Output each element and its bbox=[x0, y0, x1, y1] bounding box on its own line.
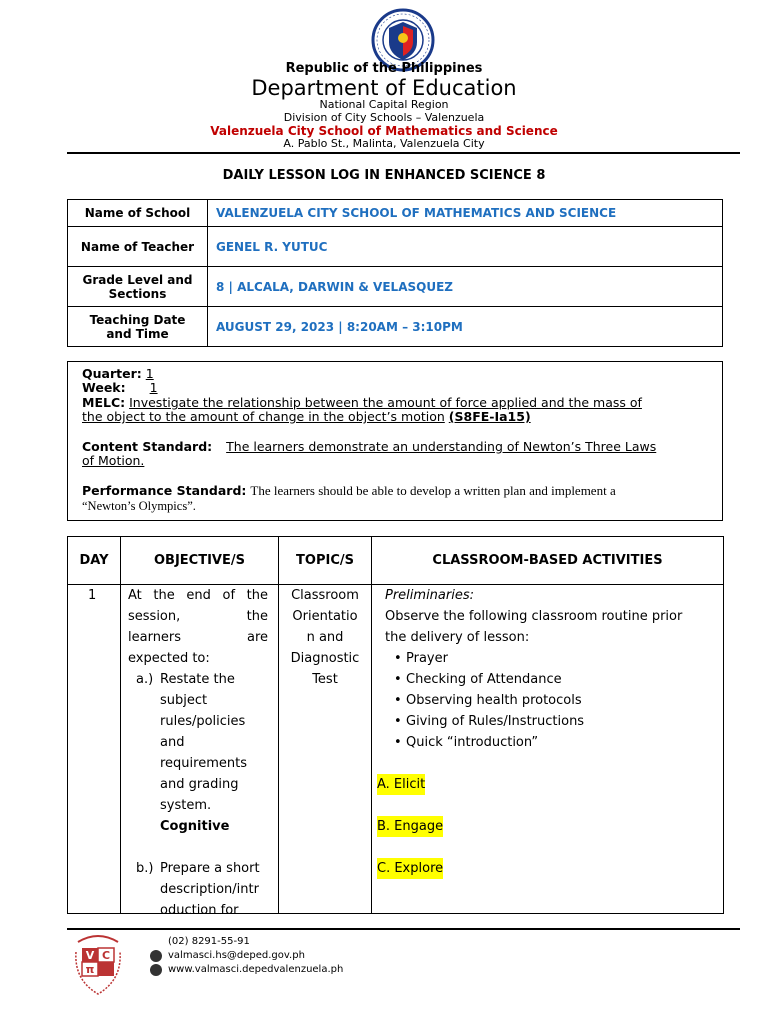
objective-cell bbox=[121, 585, 279, 918]
objective-intro-1: At the end of the bbox=[128, 588, 268, 603]
info-label-grade: Grade Level and Sections bbox=[68, 267, 208, 307]
topic-content bbox=[279, 585, 371, 913]
info-table bbox=[67, 199, 723, 347]
lesson-table bbox=[67, 536, 724, 918]
bullet-marker: • bbox=[394, 672, 402, 687]
performance-standard-line-1 bbox=[82, 484, 616, 498]
objective-b-line-3: oduction for bbox=[160, 903, 239, 918]
footer-email: valmasci.hs@deped.gov.ph bbox=[168, 950, 305, 961]
day-number: 1 bbox=[88, 588, 97, 603]
content-standard-label: Content Standard: bbox=[82, 439, 213, 454]
objective-b-line-1: Prepare a short bbox=[160, 861, 260, 876]
melc-code: (S8FE-Ia15) bbox=[448, 409, 531, 424]
quarter-label: Quarter: bbox=[82, 366, 142, 381]
info-row-school bbox=[68, 200, 723, 227]
objective-b-marker: b.) bbox=[136, 861, 154, 876]
bullet-item: Giving of Rules/Instructions bbox=[406, 714, 585, 729]
quarter-line bbox=[82, 367, 154, 381]
objective-intro-3: learners are bbox=[128, 630, 268, 645]
info-label-date: Teaching Date and Time bbox=[68, 307, 208, 347]
melc-label: MELC: bbox=[82, 395, 126, 410]
header-divider bbox=[67, 152, 740, 154]
bullet-marker: • bbox=[394, 693, 402, 708]
topic-cell bbox=[279, 585, 372, 914]
preliminaries-heading: Preliminaries: bbox=[385, 588, 474, 603]
melc-line-1 bbox=[82, 396, 642, 410]
objective-intro-2: session, the bbox=[128, 609, 268, 624]
topic-line-1: Classroom bbox=[291, 588, 359, 603]
objective-a-line-3: rules/policies bbox=[160, 714, 246, 729]
objective-content bbox=[121, 585, 278, 918]
week-line bbox=[82, 381, 158, 395]
header-division: Division of City Schools – Valenzuela bbox=[283, 111, 485, 124]
activities-content bbox=[372, 585, 723, 913]
info-value-grade: 8 | ALCALA, DARWIN & VELASQUEZ bbox=[208, 267, 723, 307]
content-standard-text-1: The learners demonstrate an understanding of Newton’s Three Laws bbox=[226, 439, 657, 454]
melc-text-2: the object to the amount of change in the object’s motion bbox=[82, 409, 445, 424]
week-label: Week: bbox=[82, 380, 126, 395]
topic-line-2: Orientatio bbox=[292, 609, 358, 624]
topic-line-5: Test bbox=[312, 672, 338, 687]
phase-engage: B. Engage bbox=[377, 816, 443, 837]
activities-intro-1: Observe the following classroom routine prior bbox=[385, 609, 683, 624]
info-row-date bbox=[68, 307, 723, 347]
week-value: 1 bbox=[149, 380, 158, 395]
document-title: DAILY LESSON LOG IN ENHANCED SCIENCE 8 bbox=[222, 168, 546, 183]
header-region: National Capital Region bbox=[319, 98, 449, 111]
logo-letter-pi: π bbox=[85, 963, 95, 976]
day-cell bbox=[68, 585, 121, 914]
performance-standard-text-1: The learners should be able to develop a written plan and implement a bbox=[250, 483, 616, 498]
activities-intro-2: the delivery of lesson: bbox=[385, 630, 530, 645]
objective-b-line-2: description/intr bbox=[160, 882, 259, 897]
info-value-school: VALENZUELA CITY SCHOOL OF MATHEMATICS AND SCIENCE bbox=[208, 200, 723, 227]
objective-a-line-1: Restate the bbox=[160, 672, 235, 687]
footer-website: www.valmasci.depedvalenzuela.ph bbox=[168, 964, 344, 975]
email-icon bbox=[150, 950, 162, 962]
topic-line-3: n and bbox=[306, 630, 344, 645]
bullet-marker: • bbox=[394, 735, 402, 750]
header-address: A. Pablo St., Malinta, Valenzuela City bbox=[283, 137, 485, 150]
header-day: DAY bbox=[68, 537, 121, 585]
bullet-marker: • bbox=[394, 714, 402, 729]
info-value-teacher: GENEL R. YUTUC bbox=[208, 227, 723, 267]
content-standard-line-1 bbox=[82, 440, 656, 454]
objective-a-line-2: subject bbox=[160, 693, 208, 708]
logo-letter-v: V bbox=[85, 949, 95, 962]
performance-standard-label: Performance Standard: bbox=[82, 483, 247, 498]
logo-letter-c: C bbox=[101, 949, 111, 962]
topic-line-4: Diagnostic bbox=[290, 651, 360, 666]
objective-a-line-7: system. bbox=[160, 798, 212, 813]
objective-a-line-4: and bbox=[160, 735, 185, 750]
objective-a-domain: Cognitive bbox=[160, 819, 230, 834]
header-department: Department of Education bbox=[251, 76, 517, 100]
info-row-grade bbox=[68, 267, 723, 307]
content-standard-line-2 bbox=[82, 454, 144, 468]
info-value-date: AUGUST 29, 2023 | 8:20AM – 3:10PM bbox=[208, 307, 723, 347]
info-label-teacher: Name of Teacher bbox=[68, 227, 208, 267]
globe-icon bbox=[150, 964, 162, 976]
footer-divider bbox=[67, 928, 740, 930]
bullet-item: Quick “introduction” bbox=[406, 735, 539, 750]
info-row-teacher bbox=[68, 227, 723, 267]
objective-a-line-5: requirements bbox=[160, 756, 247, 771]
header-school: Valenzuela City School of Mathematics and Science bbox=[210, 124, 558, 138]
header-topics: TOPIC/S bbox=[279, 537, 372, 585]
quarter-value: 1 bbox=[145, 366, 154, 381]
info-label-school: Name of School bbox=[68, 200, 208, 227]
school-logo bbox=[72, 932, 124, 1008]
bullet-item: Prayer bbox=[406, 651, 448, 666]
melc-text-1: Investigate the relationship between the amount of force applied and the mass of bbox=[129, 395, 642, 410]
objective-intro-4: expected to: bbox=[128, 651, 210, 666]
objective-a-marker: a.) bbox=[136, 672, 154, 687]
bullet-marker: • bbox=[394, 651, 402, 666]
footer-phone: (02) 8291-55-91 bbox=[168, 936, 250, 947]
phase-explore: C. Explore bbox=[377, 858, 443, 879]
header-objectives: OBJECTIVE/S bbox=[121, 537, 279, 585]
lesson-row-day-1 bbox=[68, 585, 724, 914]
melc-line-2 bbox=[82, 410, 531, 424]
lesson-header-row bbox=[68, 537, 724, 585]
header-activities: CLASSROOM-BASED ACTIVITIES bbox=[372, 537, 724, 585]
content-standard-text-2: of Motion. bbox=[82, 453, 145, 468]
phase-elicit: A. Elicit bbox=[377, 774, 425, 795]
bullet-item: Checking of Attendance bbox=[406, 672, 562, 687]
standards-box bbox=[67, 361, 723, 521]
activities-cell bbox=[372, 585, 724, 914]
objective-a-line-6: and grading bbox=[160, 777, 239, 792]
performance-standard-text-2: “Newton’s Olympics”. bbox=[82, 499, 196, 513]
bullet-item: Observing health protocols bbox=[406, 693, 582, 708]
header-republic: Republic of the Philippines bbox=[285, 61, 483, 76]
